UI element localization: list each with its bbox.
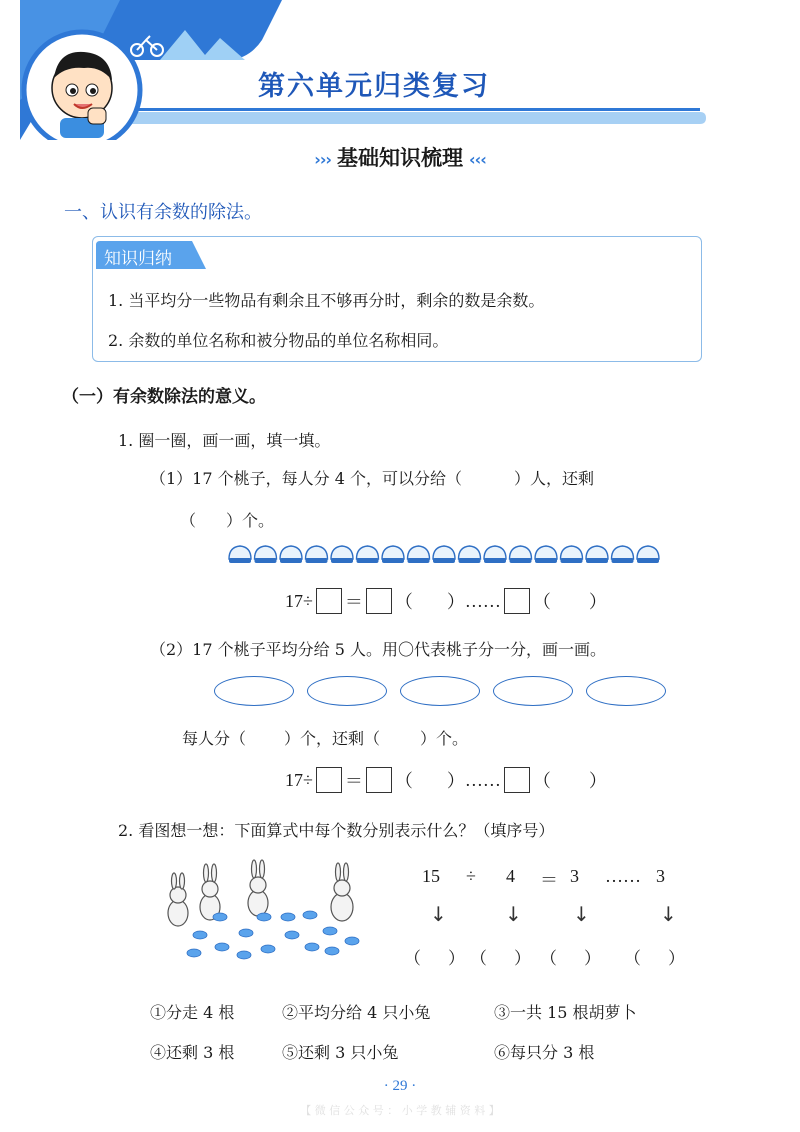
- rabbit-icon: [248, 860, 268, 916]
- carrot-icon: [257, 913, 271, 921]
- eq-dots: ……: [464, 590, 501, 611]
- carrot-icon: [261, 945, 275, 953]
- page-number: · 29 ·: [383, 1078, 417, 1094]
- answer-box[interactable]: [366, 767, 392, 793]
- option-1: ①分走 4 根: [150, 1003, 235, 1022]
- peach-icon: [357, 546, 379, 563]
- group-ellipse[interactable]: [493, 676, 573, 706]
- rabbit-icon: [331, 863, 353, 921]
- eq-paren-close: ）: [446, 592, 465, 612]
- option-3: ③一共 15 根胡萝卜: [494, 1003, 637, 1022]
- answer-blank[interactable]: （ ）: [624, 949, 686, 969]
- question1a-line2-end: ）个。: [226, 511, 275, 530]
- question1b-line1: （2）17 个桃子平均分给 5 人。用〇代表桃子分一分，画一画。: [150, 640, 606, 659]
- down-arrow-icon: ↓: [505, 902, 522, 926]
- boy-avatar: [24, 32, 140, 140]
- eq-equals: ＝: [344, 771, 363, 791]
- fill-mid: ）个，还剩（: [284, 729, 381, 748]
- group-ellipse[interactable]: [307, 676, 387, 706]
- option-6: ⑥每只分 3 根: [494, 1043, 595, 1062]
- peach-icon: [382, 546, 404, 563]
- question1a-line2: [180, 508, 274, 531]
- eq-paren-open: （: [394, 592, 413, 612]
- eq-paren-close: ）: [588, 771, 607, 791]
- question1-title: 1. 圈一圈，画一画，填一填。: [118, 431, 331, 450]
- peach-row: [228, 543, 668, 565]
- peach-icon: [612, 546, 634, 563]
- option-4: ④还剩 3 根: [150, 1043, 235, 1062]
- carrot-icon: [285, 931, 299, 939]
- knowledge-item-1: 1. 当平均分一些物品有剩余且不够再分时，剩余的数是余数。: [108, 291, 545, 310]
- question1a-line1: [150, 466, 594, 489]
- answer-box[interactable]: [316, 588, 342, 614]
- answer-blank[interactable]: （ ）: [404, 949, 466, 969]
- eq-equals: ＝: [344, 592, 363, 612]
- arrows-right-icon: ›››: [314, 150, 331, 169]
- question1b-equation: [285, 767, 607, 793]
- equation-token: 3: [570, 866, 579, 886]
- peach-icon: [484, 546, 506, 563]
- subsection-heading: （一）有余数除法的意义。: [62, 387, 266, 407]
- carrot-icon: [193, 931, 207, 939]
- peach-icon: [561, 546, 583, 563]
- question1b-fill-line: [182, 726, 468, 749]
- equation-token: ＝: [540, 870, 558, 890]
- answer-box[interactable]: [504, 588, 530, 614]
- carrot-icon: [345, 937, 359, 945]
- eq-paren-open: （: [532, 771, 551, 791]
- equation-token: 4: [506, 866, 515, 886]
- peach-icon: [229, 546, 251, 563]
- answer-box[interactable]: [316, 767, 342, 793]
- peach-icon: [586, 546, 608, 563]
- peach-icon: [280, 546, 302, 563]
- eq-paren-close: ）: [588, 592, 607, 612]
- carrot-icon: [305, 943, 319, 951]
- peach-icon: [510, 546, 532, 563]
- group-ellipse[interactable]: [214, 676, 294, 706]
- question1a-line1-end: ）人，还剩: [513, 469, 594, 488]
- carrot-icon: [215, 943, 229, 951]
- group-ellipse[interactable]: [400, 676, 480, 706]
- rabbits-carrots-illustration: [160, 855, 380, 965]
- answer-blank[interactable]: （ ）: [470, 949, 532, 969]
- question1a-equation: [285, 588, 607, 614]
- knowledge-item-2: 2. 余数的单位名称和被分物品的单位名称相同。: [108, 331, 449, 350]
- answer-box[interactable]: [366, 588, 392, 614]
- peach-icon: [255, 546, 277, 563]
- down-arrow-icon: ↓: [660, 902, 677, 926]
- fill-end: ）个。: [420, 729, 469, 748]
- rabbit-icon: [200, 864, 220, 920]
- carrot-icon: [325, 947, 339, 955]
- section-banner: [0, 142, 800, 172]
- knowledge-tab-label: 知识归纳: [104, 249, 172, 269]
- unit-title: 第六单元归类复习: [258, 71, 490, 102]
- equation-token: 15: [422, 866, 440, 886]
- peach-icon: [637, 546, 659, 563]
- peach-icon: [459, 546, 481, 563]
- equation-token: ……: [605, 866, 641, 886]
- peach-icon: [408, 546, 430, 563]
- equation-token: ÷: [466, 866, 476, 886]
- peach-icon: [535, 546, 557, 563]
- carrot-icon: [237, 951, 251, 959]
- group-ellipse[interactable]: [586, 676, 666, 706]
- section-banner-text: 基础知识梳理: [337, 146, 463, 170]
- carrot-icon: [213, 913, 227, 921]
- part-one-heading: 一、认识有余数的除法。: [64, 202, 262, 223]
- carrot-icon: [303, 911, 317, 919]
- fill-start: 每人分（: [182, 729, 247, 748]
- eq-prefix: 17÷: [285, 590, 313, 611]
- question1a-line1-start: （1）17 个桃子，每人分 4 个，可以分给（: [150, 469, 462, 488]
- carrot-icon: [281, 913, 295, 921]
- eq-paren-open: （: [394, 771, 413, 791]
- down-arrow-icon: ↓: [430, 902, 447, 926]
- peach-icon: [331, 546, 353, 563]
- eq-prefix: 17÷: [285, 769, 313, 790]
- carrot-icon: [323, 927, 337, 935]
- eq-paren-open: （: [532, 592, 551, 612]
- option-5: ⑤还剩 3 只小兔: [282, 1043, 399, 1062]
- eq-dots: ……: [464, 769, 501, 790]
- question1a-line2-start: （: [180, 511, 197, 530]
- question2-title: 2. 看图想一想：下面算式中每个数分别表示什么？（填序号）: [118, 821, 555, 840]
- watermark-text: 【 微 信 公 众 号 ： 小 学 教 辅 资 料 】: [300, 1104, 500, 1117]
- equation-token: 3: [656, 866, 665, 886]
- carrot-icon: [187, 949, 201, 957]
- down-arrow-icon: ↓: [573, 902, 590, 926]
- peach-icon: [306, 546, 328, 563]
- answer-box[interactable]: [504, 767, 530, 793]
- carrot-icon: [239, 929, 253, 937]
- option-2: ②平均分给 4 只小兔: [282, 1003, 431, 1022]
- peach-icon: [433, 546, 455, 563]
- rabbit-icon: [168, 873, 188, 926]
- answer-blank[interactable]: （ ）: [540, 949, 602, 969]
- eq-paren-close: ）: [446, 771, 465, 791]
- arrows-left-icon: ‹‹‹: [469, 150, 486, 169]
